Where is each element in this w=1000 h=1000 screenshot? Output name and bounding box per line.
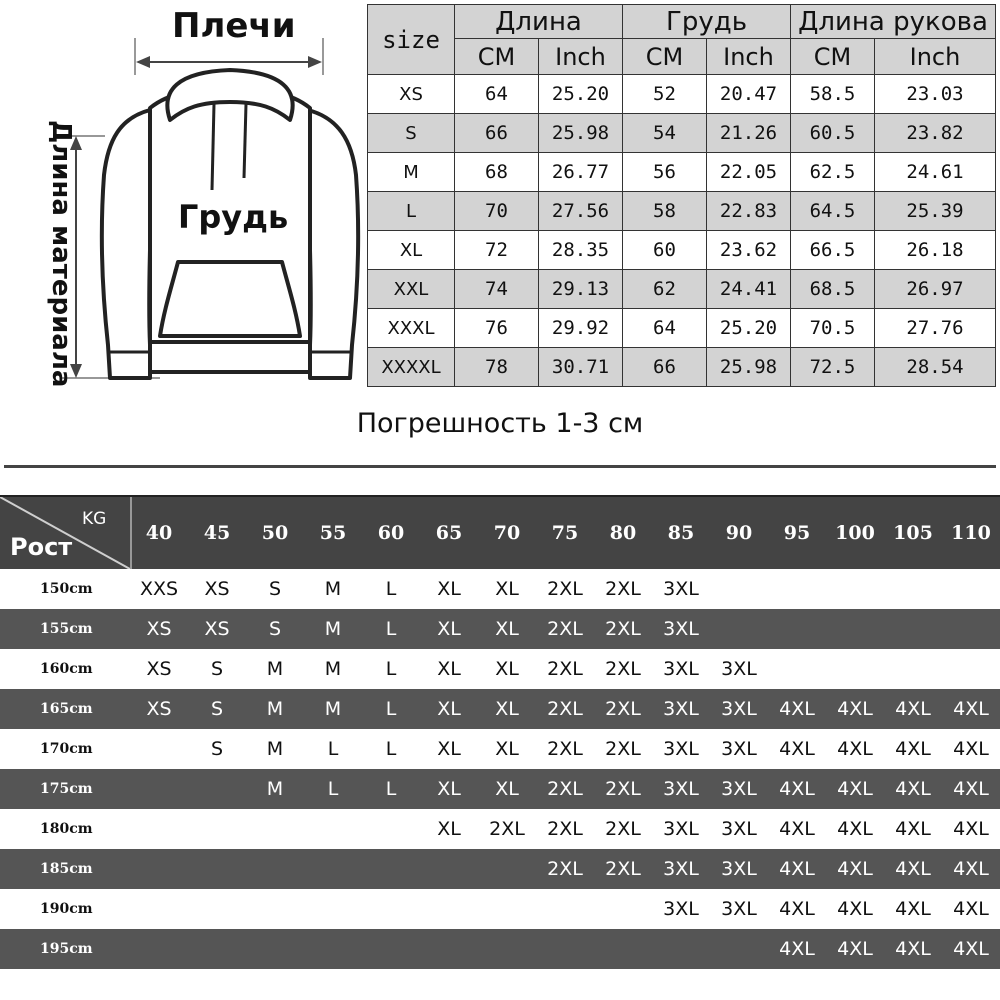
measurement-cell: 66 [455, 114, 539, 153]
unit-header: CM [623, 39, 707, 75]
size-recommendation-cell: XL [495, 618, 519, 640]
size-recommendation-cell: 3XL [721, 738, 757, 760]
chest-label: Грудь [178, 198, 289, 236]
length-group-header: Длина [455, 5, 623, 39]
size-recommendation-cell: M [324, 618, 342, 640]
height-row [0, 889, 1000, 929]
size-recommendation-cell: 4XL [953, 938, 989, 960]
measurement-cell: 20.47 [707, 75, 791, 114]
size-row [368, 114, 996, 153]
weight-header-row [0, 495, 1000, 569]
unit-header: Inch [875, 39, 996, 75]
height-label: 180cm [40, 821, 93, 837]
measurement-cell: 26.77 [539, 153, 623, 192]
size-recommendation-cell: 3XL [663, 738, 699, 760]
unit-header: Inch [539, 39, 623, 75]
height-label: 185cm [40, 861, 93, 877]
size-recommendation-cell: 4XL [895, 898, 931, 920]
size-recommendation-cell: XS [146, 618, 172, 640]
tolerance-note: Погрешность 1-3 см [356, 408, 644, 439]
height-label: 155cm [40, 621, 93, 637]
size-recommendation-cell: 4XL [837, 818, 873, 840]
size-recommendation-cell: 2XL [605, 858, 641, 880]
size-recommendation-cell: XXS [139, 578, 179, 600]
weight-column-header: 95 [783, 522, 811, 544]
size-recommendation-cell: 3XL [663, 698, 699, 720]
chest-group-header: Грудь [623, 5, 791, 39]
size-recommendation-cell: 2XL [605, 618, 641, 640]
measurement-cell: 64 [623, 309, 707, 348]
size-recommendation-cell: S [210, 738, 224, 760]
measurement-cell: 30.71 [539, 348, 623, 387]
size-recommendation-cell: 4XL [895, 738, 931, 760]
size-label-cell: XXXL [368, 309, 455, 348]
size-recommendation-cell: 2XL [605, 818, 641, 840]
unit-header: CM [791, 39, 875, 75]
size-recommendation-cell: 4XL [895, 858, 931, 880]
measurement-cell: 26.97 [875, 270, 996, 309]
weight-axis-label: KG [82, 509, 107, 529]
measurement-cell: 52 [623, 75, 707, 114]
weight-column-header: 70 [493, 522, 521, 544]
height-row [0, 649, 1000, 689]
measurement-cell: 62.5 [791, 153, 875, 192]
size-recommendation-cell: XL [495, 658, 519, 680]
height-label: 190cm [40, 901, 93, 917]
size-recommendation-cell: 4XL [953, 818, 989, 840]
measurement-cell: 29.13 [539, 270, 623, 309]
size-recommendation-cell: 4XL [779, 898, 815, 920]
height-row [0, 729, 1000, 769]
measurement-cell: 66.5 [791, 231, 875, 270]
height-row [0, 769, 1000, 809]
measurement-cell: 24.41 [707, 270, 791, 309]
size-recommendation-cell: 2XL [547, 778, 583, 800]
height-row [0, 929, 1000, 969]
height-row [0, 569, 1000, 609]
size-recommendation-cell: 2XL [605, 778, 641, 800]
size-recommendation-cell: 4XL [895, 778, 931, 800]
size-label-cell: L [368, 192, 455, 231]
size-row [368, 231, 996, 270]
size-recommendation-cell: 4XL [837, 738, 873, 760]
measurement-cell: 78 [455, 348, 539, 387]
measurement-cell: 22.83 [707, 192, 791, 231]
size-recommendation-cell: 2XL [489, 818, 525, 840]
size-recommendation-cell: XL [437, 778, 461, 800]
size-recommendation-cell: S [268, 578, 282, 600]
size-recommendation-cell: 3XL [721, 778, 757, 800]
size-table-body [368, 75, 996, 387]
size-recommendation-cell: 2XL [547, 658, 583, 680]
size-recommendation-cell: 2XL [547, 818, 583, 840]
measurement-cell: 21.26 [707, 114, 791, 153]
weight-column-header: 75 [551, 522, 579, 544]
size-recommendation-cell: 4XL [837, 858, 873, 880]
size-recommendation-cell: XL [437, 738, 461, 760]
size-recommendation-table [0, 495, 1000, 969]
size-recommendation-cell: 4XL [953, 858, 989, 880]
measurement-cell: 70 [455, 192, 539, 231]
weight-column-header: 80 [609, 522, 637, 544]
size-recommendation-cell: 4XL [895, 938, 931, 960]
corner-cell [0, 497, 132, 569]
size-recommendation-cell: L [385, 658, 397, 680]
size-recommendation-cell: XL [437, 618, 461, 640]
measurement-cell: 25.20 [539, 75, 623, 114]
size-recommendation-cell: XL [495, 578, 519, 600]
size-recommendation-cell: XL [437, 658, 461, 680]
size-recommendation-cell: XL [437, 818, 461, 840]
size-recommendation-cell: 3XL [721, 818, 757, 840]
size-recommendation-cell: 2XL [547, 858, 583, 880]
size-recommendation-cell: 4XL [837, 938, 873, 960]
size-row [368, 309, 996, 348]
measurement-cell: 64 [455, 75, 539, 114]
measurement-cell: 25.98 [539, 114, 623, 153]
size-recommendation-cell: 4XL [779, 938, 815, 960]
recommendation-rows [0, 569, 1000, 969]
hoodie-diagram [0, 0, 370, 400]
size-recommendation-cell: XS [204, 618, 230, 640]
size-column-header: size [368, 5, 455, 75]
weight-column-header: 100 [835, 522, 875, 544]
size-recommendation-cell: 4XL [953, 698, 989, 720]
size-recommendation-cell: M [324, 578, 342, 600]
measurement-cell: 25.39 [875, 192, 996, 231]
measurement-cell: 58.5 [791, 75, 875, 114]
size-recommendation-cell: 2XL [605, 658, 641, 680]
measurement-cell: 27.76 [875, 309, 996, 348]
measurement-cell: 25.20 [707, 309, 791, 348]
weight-column-header: 65 [435, 522, 463, 544]
measurement-cell: 23.62 [707, 231, 791, 270]
measurement-cell: 70.5 [791, 309, 875, 348]
height-row [0, 809, 1000, 849]
size-row [368, 192, 996, 231]
measurement-cell: 29.92 [539, 309, 623, 348]
length-label: Длина материала [46, 120, 76, 388]
size-recommendation-cell: 3XL [721, 858, 757, 880]
size-recommendation-cell: 4XL [953, 778, 989, 800]
measurement-cell: 54 [623, 114, 707, 153]
size-recommendation-cell: 3XL [721, 698, 757, 720]
size-recommendation-cell: S [210, 658, 224, 680]
weight-column-header: 60 [377, 522, 405, 544]
size-recommendation-cell: 4XL [779, 698, 815, 720]
size-recommendation-cell: 4XL [837, 778, 873, 800]
weight-column-header: 90 [725, 522, 753, 544]
measurement-cell: 26.18 [875, 231, 996, 270]
height-row [0, 689, 1000, 729]
size-recommendation-cell: L [385, 698, 397, 720]
size-recommendation-cell: S [268, 618, 282, 640]
measurement-cell: 66 [623, 348, 707, 387]
size-recommendation-cell: 3XL [663, 898, 699, 920]
measurement-cell: 24.61 [875, 153, 996, 192]
measurement-cell: 60 [623, 231, 707, 270]
size-recommendation-cell: L [327, 778, 339, 800]
measurement-cell: 68 [455, 153, 539, 192]
size-label-cell: XXXXL [368, 348, 455, 387]
size-recommendation-cell: 4XL [895, 698, 931, 720]
size-recommendation-cell: XS [146, 658, 172, 680]
size-recommendation-cell: L [385, 778, 397, 800]
size-recommendation-cell: 3XL [721, 898, 757, 920]
size-label-cell: M [368, 153, 455, 192]
size-recommendation-cell: XS [204, 578, 230, 600]
size-measurement-table [367, 4, 996, 387]
measurement-cell: 27.56 [539, 192, 623, 231]
size-recommendation-cell: M [324, 658, 342, 680]
size-recommendation-cell: 3XL [663, 658, 699, 680]
measurement-cell: 58 [623, 192, 707, 231]
size-recommendation-cell: 3XL [663, 778, 699, 800]
size-recommendation-cell: 3XL [721, 658, 757, 680]
size-recommendation-cell: L [385, 578, 397, 600]
size-recommendation-cell: 3XL [663, 618, 699, 640]
size-recommendation-cell: 4XL [779, 818, 815, 840]
size-recommendation-cell: 4XL [779, 858, 815, 880]
measurement-cell: 56 [623, 153, 707, 192]
size-recommendation-cell: 2XL [547, 618, 583, 640]
height-label: 175cm [40, 781, 93, 797]
size-recommendation-cell: 2XL [547, 578, 583, 600]
size-label-cell: XS [368, 75, 455, 114]
measurement-cell: 22.05 [707, 153, 791, 192]
size-row [368, 348, 996, 387]
size-recommendation-cell: L [327, 738, 339, 760]
measurement-cell: 74 [455, 270, 539, 309]
size-recommendation-cell: S [210, 698, 224, 720]
height-row [0, 609, 1000, 649]
size-recommendation-cell: M [266, 738, 284, 760]
size-recommendation-cell: XL [495, 778, 519, 800]
size-recommendation-cell: 2XL [605, 698, 641, 720]
measurement-cell: 28.35 [539, 231, 623, 270]
size-recommendation-cell: XL [495, 698, 519, 720]
weight-column-header: 55 [319, 522, 347, 544]
size-recommendation-cell: XS [146, 698, 172, 720]
size-recommendation-cell: 4XL [837, 898, 873, 920]
size-row [368, 270, 996, 309]
section-divider [4, 465, 996, 468]
size-recommendation-cell: 3XL [663, 818, 699, 840]
height-label: 150cm [40, 581, 93, 597]
measurement-cell: 72 [455, 231, 539, 270]
height-axis-label: Рост [10, 533, 73, 561]
height-label: 160cm [40, 661, 93, 677]
measurement-cell: 62 [623, 270, 707, 309]
size-recommendation-cell: 2XL [547, 698, 583, 720]
size-recommendation-cell: XL [437, 578, 461, 600]
size-row [368, 75, 996, 114]
weight-column-header: 45 [203, 522, 231, 544]
size-recommendation-cell: 4XL [779, 778, 815, 800]
weight-column-header: 105 [893, 522, 933, 544]
size-recommendation-cell: 3XL [663, 578, 699, 600]
weight-column-header: 40 [145, 522, 173, 544]
unit-header: CM [455, 39, 539, 75]
height-row [0, 849, 1000, 889]
measurement-cell: 76 [455, 309, 539, 348]
size-recommendation-cell: 2XL [547, 738, 583, 760]
size-recommendation-cell: M [266, 698, 284, 720]
size-recommendation-cell: 4XL [953, 898, 989, 920]
size-recommendation-cell: 2XL [605, 578, 641, 600]
height-label: 170cm [40, 741, 93, 757]
measurement-cell: 68.5 [791, 270, 875, 309]
shoulders-label: Плечи [172, 6, 296, 46]
size-recommendation-cell: 2XL [605, 738, 641, 760]
measurement-cell: 23.82 [875, 114, 996, 153]
size-recommendation-cell: M [266, 658, 284, 680]
size-recommendation-cell: M [324, 698, 342, 720]
sleeve-group-header: Длина рукова [791, 5, 996, 39]
size-recommendation-cell: XL [495, 738, 519, 760]
size-row [368, 153, 996, 192]
measurement-cell: 60.5 [791, 114, 875, 153]
measurement-cell: 28.54 [875, 348, 996, 387]
measurement-cell: 23.03 [875, 75, 996, 114]
size-label-cell: XXL [368, 270, 455, 309]
height-label: 195cm [40, 941, 93, 957]
size-recommendation-cell: XL [437, 698, 461, 720]
weight-column-header: 110 [951, 522, 991, 544]
measurement-cell: 25.98 [707, 348, 791, 387]
unit-header: Inch [707, 39, 791, 75]
weight-column-header: 85 [667, 522, 695, 544]
measurement-cell: 64.5 [791, 192, 875, 231]
size-label-cell: S [368, 114, 455, 153]
height-label: 165cm [40, 701, 93, 717]
measurement-cell: 72.5 [791, 348, 875, 387]
size-recommendation-cell: 4XL [779, 738, 815, 760]
size-recommendation-cell: M [266, 778, 284, 800]
size-recommendation-cell: 4XL [837, 698, 873, 720]
size-recommendation-cell: 4XL [895, 818, 931, 840]
size-label-cell: XL [368, 231, 455, 270]
size-recommendation-cell: L [385, 618, 397, 640]
size-recommendation-cell: 4XL [953, 738, 989, 760]
size-recommendation-cell: L [385, 738, 397, 760]
weight-column-header: 50 [261, 522, 289, 544]
size-recommendation-cell: 3XL [663, 858, 699, 880]
